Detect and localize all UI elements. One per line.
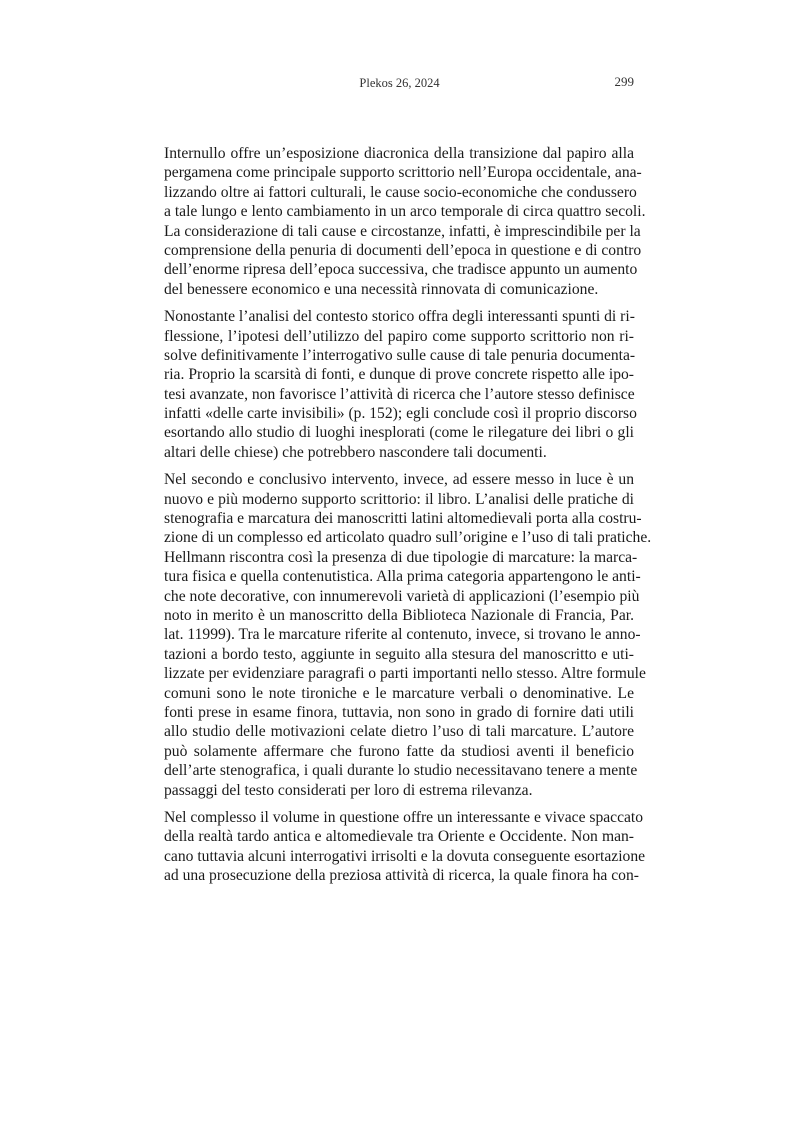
running-head: Plekos 26, 2024 bbox=[359, 76, 440, 90]
text-line: cano tuttavia alcuni interrogativi irrisolti e la dovuta conseguente esortazione bbox=[164, 847, 646, 865]
text-line: infatti «delle carte invisibili» (p. 152); egli conclude così il proprio discorso bbox=[164, 405, 637, 423]
text-line: La considerazione di tali cause e circostanze, infatti, è imprescindibile per la bbox=[164, 222, 641, 240]
paragraph bbox=[164, 470, 652, 800]
text-line: noto in merito è un manoscritto della Biblioteca Nazionale di Francia, Par. bbox=[164, 606, 634, 624]
paragraph bbox=[164, 307, 637, 462]
text-line: Internullo offre un’esposizione diacronica della transizione dal papiro alla bbox=[164, 145, 634, 162]
text-line: tazioni a bordo testo, aggiunte in seguito alla stesura del manoscritto e uti- bbox=[164, 645, 634, 663]
page-number: 299 bbox=[614, 74, 634, 89]
text-line: che note decorative, con innumerevoli varietà di applicazioni (l’esempio più bbox=[164, 587, 640, 605]
text-line: flessione, l’ipotesi dell’utilizzo del papiro come supporto scrittorio non ri- bbox=[164, 327, 634, 345]
text-line: passaggi del testo considerati per loro di estrema rilevanza. bbox=[164, 781, 533, 799]
paragraph bbox=[164, 144, 646, 299]
text-line: del benessere economico e una necessità rinnovata di comunicazione. bbox=[164, 280, 599, 298]
text-line: della realtà tardo antica e altomedievale tra Oriente e Occidente. Non man- bbox=[164, 828, 634, 846]
text-line: lizzando oltre ai fattori culturali, le cause socio-economiche che condussero bbox=[164, 183, 637, 201]
text-line: lizzate per evidenziare paragrafi o parti importanti nello stesso. Altre formule bbox=[164, 665, 646, 683]
text-line: a tale lungo e lento cambiamento in un arco temporale di circa quattro secoli. bbox=[164, 203, 646, 221]
text-line: Nonostante l’analisi del contesto storico offra degli interessanti spunti di ri- bbox=[164, 308, 635, 326]
text-line: può solamente affermare che furono fatte da studiosi aventi il beneficio bbox=[164, 742, 634, 760]
text-line: nuovo e più moderno supporto scrittorio: il libro. L’analisi delle pratiche di bbox=[164, 490, 634, 508]
paragraph bbox=[164, 808, 646, 886]
text-line: solve definitivamente l’interrogativo sulle cause di tale penuria documenta- bbox=[164, 346, 636, 364]
text-line: tesi avanzate, non favorisce l’attività di ricerca che l’autore stesso definisce bbox=[164, 385, 635, 403]
text-line: dell’enorme ripresa dell’epoca successiva, che tradisce appunto un aumento bbox=[164, 261, 638, 279]
text-line: ria. Proprio la scarsità di fonti, e dunque di prove concrete rispetto alle ipo- bbox=[164, 366, 634, 384]
body-text bbox=[164, 144, 652, 893]
text-line: pergamena come principale supporto scrittorio nell’Europa occidentale, ana- bbox=[164, 164, 642, 182]
text-line: lat. 11999). Tra le marcature riferite al contenuto, invece, si trovano le anno- bbox=[164, 626, 641, 644]
text-line: stenografia e marcatura dei manoscritti latini altomedievali porta alla costru- bbox=[164, 510, 642, 528]
text-line: allo studio delle motivazioni celate dietro l’uso di tali marcature. L’autore bbox=[164, 723, 634, 741]
text-line: altari delle chiese) che potrebbero nascondere tali documenti. bbox=[164, 443, 547, 461]
text-line: Nel complesso il volume in questione offre un interessante e vivace spaccato bbox=[164, 808, 644, 826]
text-line: esortando allo studio di luoghi inesplorati (come le rilegature dei libri o gli bbox=[164, 424, 634, 442]
text-line: zione di un complesso ed articolato quadro sull’origine e l’uso di tali pratiche. bbox=[164, 529, 652, 547]
text-line: fonti prese in esame finora, tuttavia, non sono in grado di fornire dati utili bbox=[164, 703, 634, 721]
text-line: tura fisica e quella contenutistica. Alla prima categoria appartengono le anti- bbox=[164, 568, 641, 586]
text-line: ad una prosecuzione della preziosa attività di ricerca, la quale finora ha con- bbox=[164, 867, 639, 885]
text-line: Hellmann riscontra così la presenza di due tipologie di marcature: la marca- bbox=[164, 548, 638, 566]
text-line: comuni sono le note tironiche e le marcature verbali o denominative. Le bbox=[164, 684, 634, 702]
text-line: Nel secondo e conclusivo intervento, invece, ad essere messo in luce è un bbox=[164, 471, 634, 489]
text-line: comprensione della penuria di documenti dell’epoca in questione e di contro bbox=[164, 241, 642, 259]
text-line: dell’arte stenografica, i quali durante lo studio necessitavano tenere a mente bbox=[164, 762, 638, 780]
